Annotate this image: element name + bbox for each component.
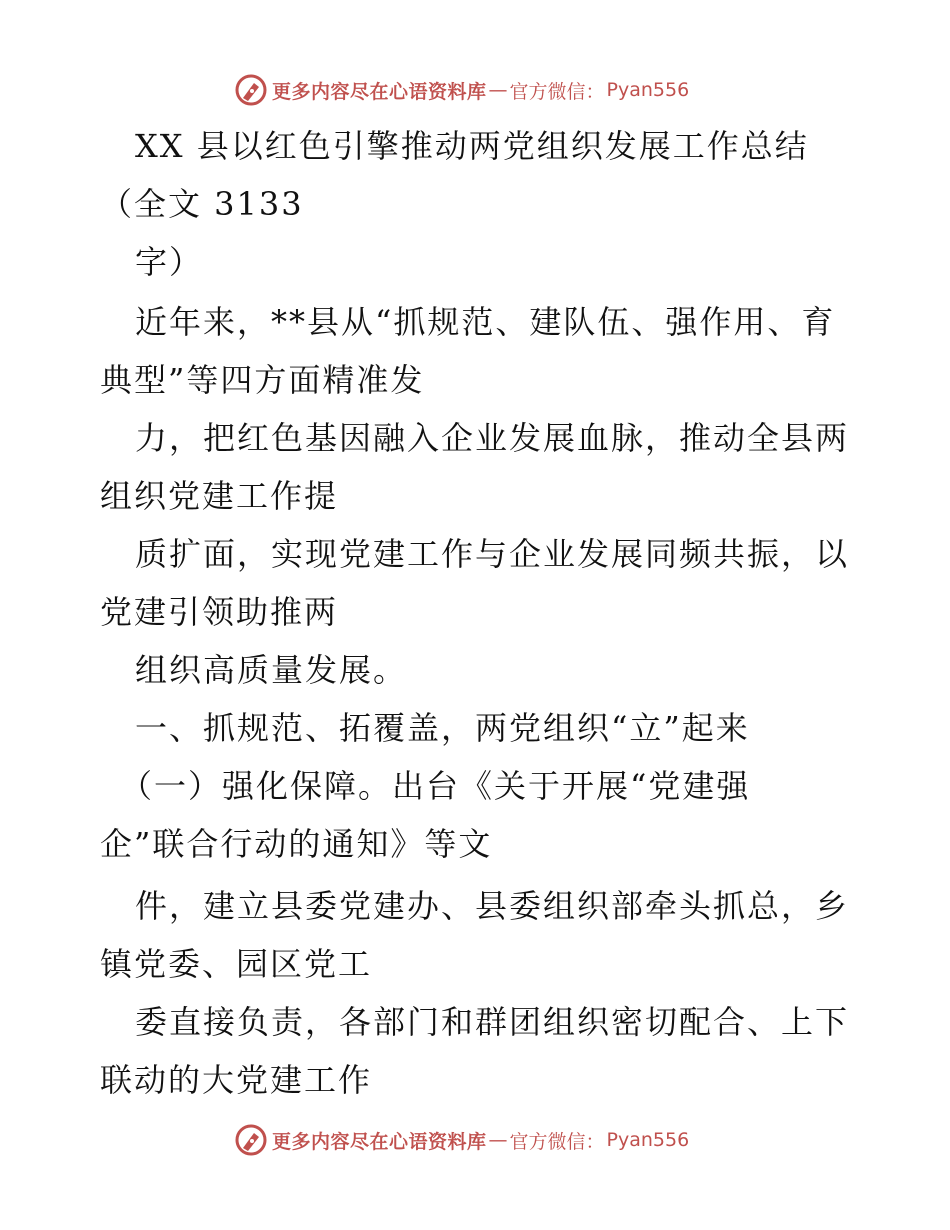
paragraph-line: 质扩面，实现党建工作与企业发展同频共振，以	[135, 535, 850, 573]
footer-watermark	[234, 1122, 689, 1158]
paragraph-line: 联动的大党建工作	[100, 1061, 373, 1099]
paragraph-line: 镇党委、园区党工	[100, 945, 373, 983]
watermark-label: 官方微信：	[509, 80, 605, 103]
paragraph-line: 党建引领助推两	[100, 593, 339, 631]
paragraph-line: 委直接负责，各部门和群团组织密切配合、上下	[135, 1003, 850, 1041]
watermark-separator: —	[488, 1129, 508, 1151]
paragraph-line: 近年来，**县从“抓规范、建队伍、强作用、育	[135, 303, 836, 341]
watermark-account: Pyan556	[606, 1129, 690, 1151]
pen-nib-logo-icon	[234, 1123, 268, 1157]
document-title: XX 县以红色引擎推动两党组织发展工作总结	[135, 127, 809, 165]
paragraph-line: 企”联合行动的通知》等文	[100, 825, 493, 863]
paragraph-line: 件，建立县委党建办、县委组织部牵头抓总，乡	[135, 887, 850, 925]
paragraph-line: 组织党建工作提	[100, 477, 339, 515]
watermark-main-text: 更多内容尽在心语资料库	[272, 80, 487, 103]
paragraph-line: 组织高质量发展。	[135, 651, 408, 689]
title-continuation: （全文 3133	[100, 185, 304, 223]
watermark-label: 官方微信：	[509, 1130, 605, 1153]
subsection-line: （一）强化保障。出台《关于开展“党建强	[120, 767, 751, 805]
section-heading: 一、抓规范、拓覆盖，两党组织“立”起来	[135, 709, 750, 747]
watermark-separator: —	[488, 79, 508, 101]
watermark-main-text: 更多内容尽在心语资料库	[272, 1130, 487, 1153]
watermark-account: Pyan556	[606, 79, 690, 101]
paragraph-line: 力，把红色基因融入企业发展血脉，推动全县两	[135, 419, 850, 457]
title-continuation: 字）	[135, 243, 204, 281]
paragraph-line: 典型”等四方面精准发	[100, 361, 425, 399]
